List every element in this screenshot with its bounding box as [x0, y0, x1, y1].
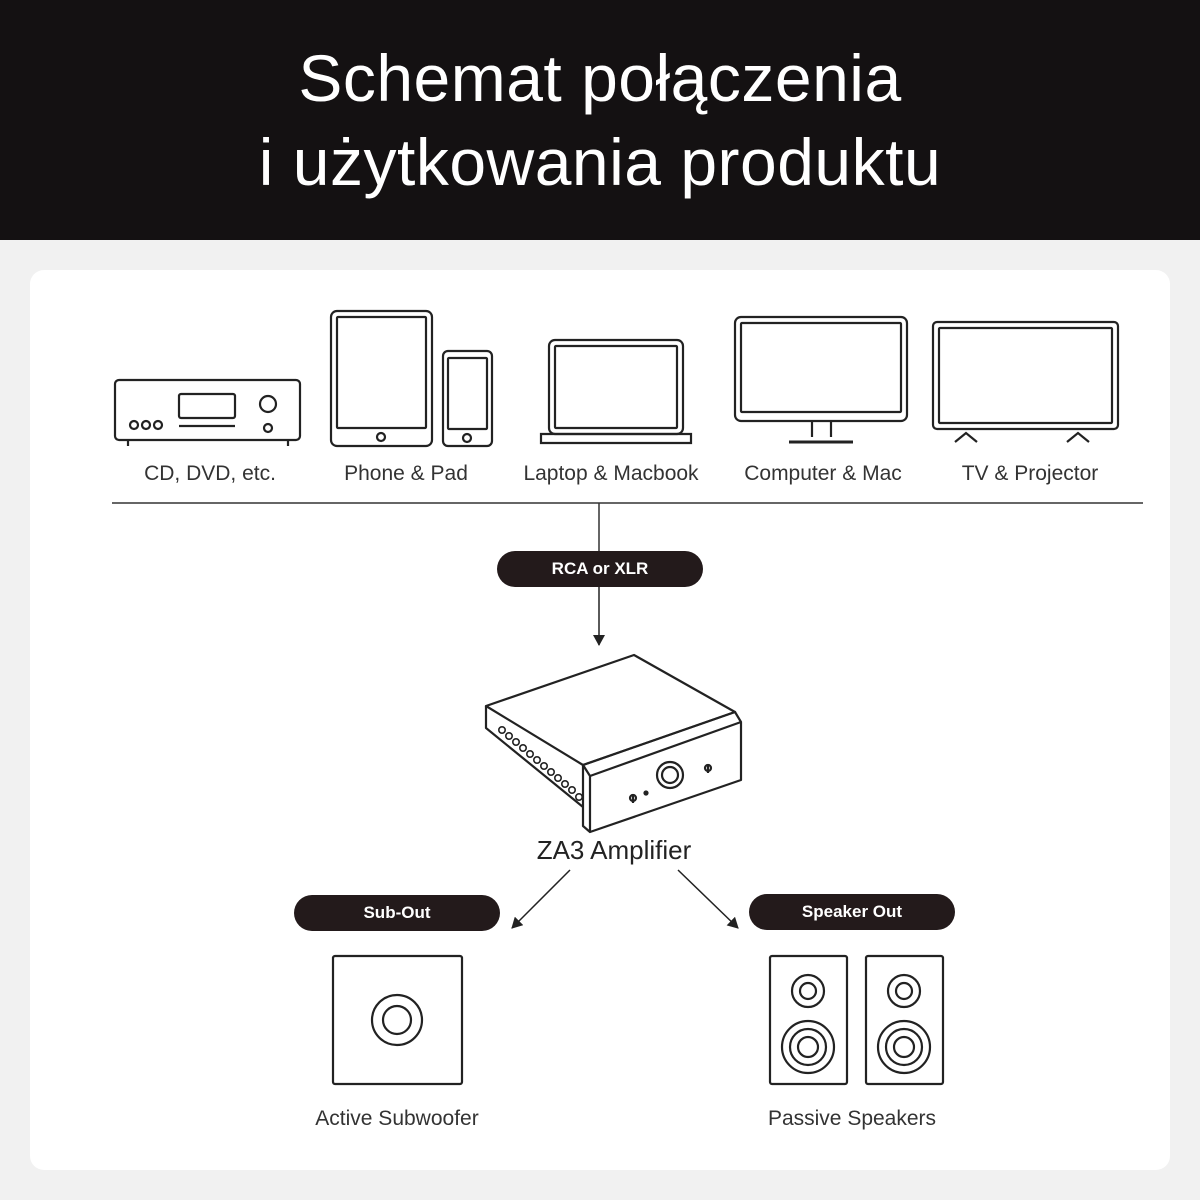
title-line-2: i użytkowania produktu	[258, 125, 942, 199]
cd-player-icon	[115, 380, 300, 446]
title-line-1: Schemat połączenia	[298, 41, 902, 115]
amplifier-label: ZA3 Amplifier	[536, 835, 692, 865]
sub-out-badge: Sub-Out	[294, 895, 500, 931]
amplifier-icon	[486, 655, 741, 832]
input-connection-badge: RCA or XLR	[497, 551, 703, 587]
source-label-tv: TV & Projector	[961, 462, 1099, 485]
sub-out-arrow	[512, 870, 570, 928]
subwoofer-icon	[333, 956, 462, 1084]
monitor-icon	[735, 317, 907, 442]
tv-icon	[933, 322, 1118, 442]
source-label-computer: Computer & Mac	[744, 462, 902, 485]
speakers-label: Passive Speakers	[767, 1107, 937, 1130]
source-label-phone-pad: Phone & Pad	[344, 462, 468, 485]
speaker-out-badge: Speaker Out	[749, 894, 955, 930]
source-label-laptop: Laptop & Macbook	[523, 462, 699, 485]
speakers-icon	[770, 956, 943, 1084]
source-label-cd: CD, DVD, etc.	[144, 462, 276, 485]
subwoofer-label: Active Subwoofer	[315, 1107, 479, 1130]
tablet-phone-icon	[331, 311, 492, 446]
laptop-icon	[541, 340, 691, 443]
speaker-out-arrow	[678, 870, 738, 928]
